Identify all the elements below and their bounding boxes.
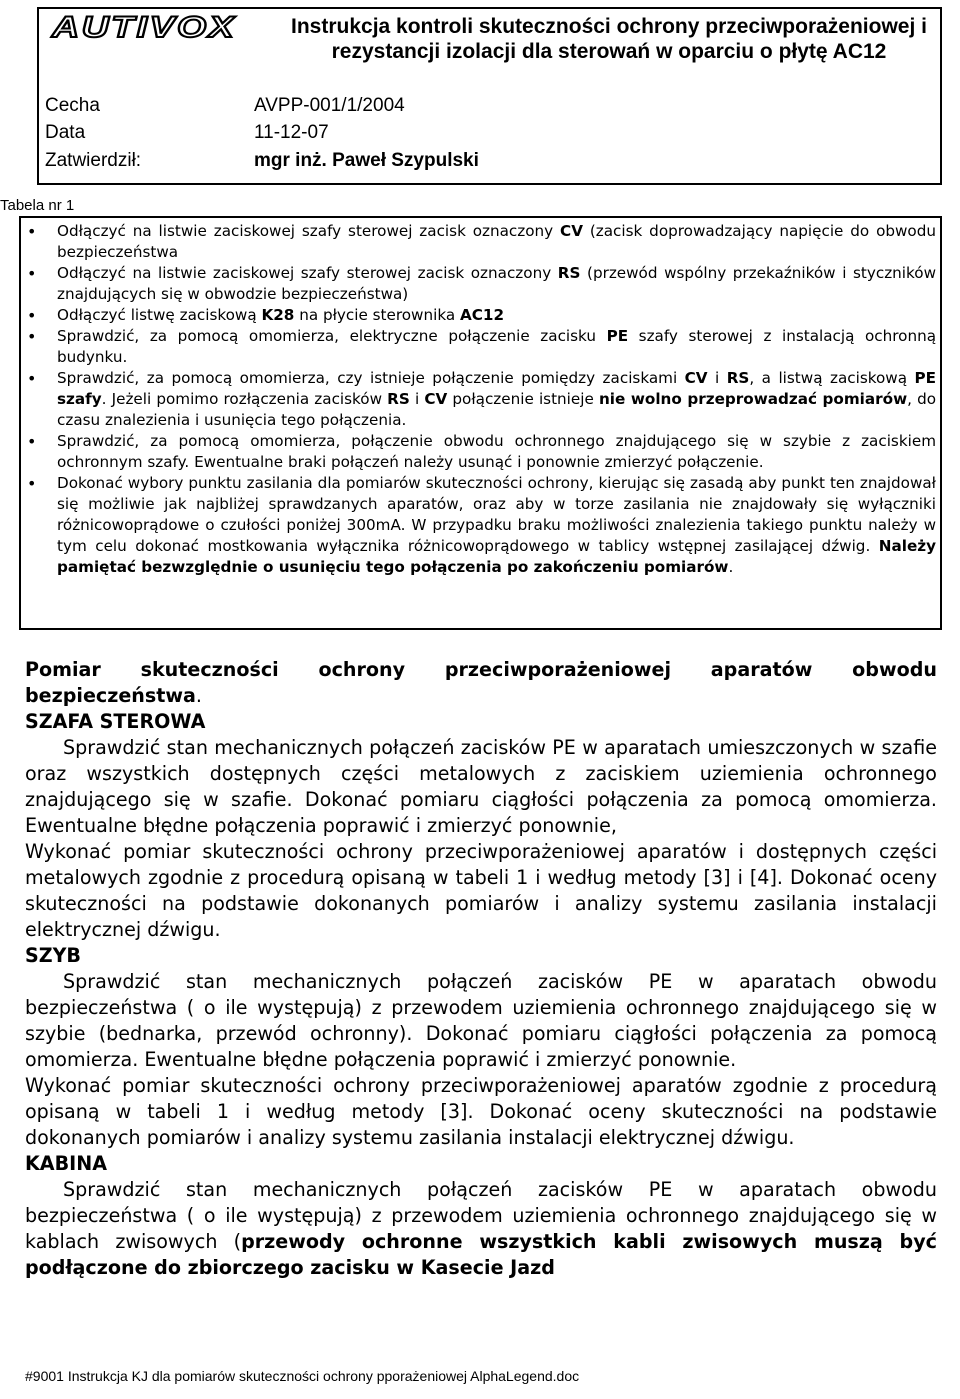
list-item: • Odłączyć na listwie zaciskowej szafy sterowej zacisk oznaczony RS (przewód wspólny przekaźników i styczników znajdujących się w obwodzie bezpieczeństwa) [21,263,940,305]
data-label: Data [45,122,86,143]
szafa-paragraph-1: Sprawdzić stan mechanicznych połączeń zacisków PE w aparatach umieszczonych w szafie oraz wszystkich dostępnych części metalowych z zaciskiem uziemienia ochronnego znajdującego się w szafie. Dokonać pomiaru ciągłości połączenia za pomocą omomierza. Ewentualne błędne połączenia poprawić i zmierzyć ponownie, [25,736,937,837]
footer-filename: #9001 Instrukcja KJ dla pomiarów skuteczności ochrony pporażeniowej AlphaLegend.doc [25,1368,580,1384]
kabina-paragraph-1: Sprawdzić stan mechanicznych połączeń zacisków PE w aparatach obwodu bezpieczeństwa ( o ile występują) z przewodem uziemienia ochronnego znajdującego się w kablach zwisowych (przewody ochronne wszystkich kabli zwisowych muszą być podłączone do zbiorczego zacisku w Kasecie Jazd [25,1178,937,1279]
data-value: 11-12-07 [254,122,329,143]
document-body [25,657,937,1281]
autivox-logo [52,13,247,43]
szyb-paragraph-2: Wykonać pomiar skuteczności ochrony przeciwporażeniowej aparatów zgodnie z procedurą opisaną w tabeli 1 i według metody [3]. Dokonać oceny skuteczności na podstawie dokonanych pomiarów i analizy systemu zasilania instalacji elektrycznej dźwigu. [25,1074,937,1149]
szafa-paragraph-2: Wykonać pomiar skuteczności ochrony przeciwporażeniowej aparatów i dostępnych części metalowych zgodnie z procedurą opisaną w tabeli 1 i według metody [3] i [4]. Dokonać oceny skuteczności na podstawie dokonanych pomiarów i analizy systemu zasilania instalacji elektrycznej dźwigu. [25,840,937,941]
list-item: • Odłączyć na listwie zaciskowej szafy sterowej zacisk oznaczony CV (zacisk doprowadzający napięcie do obwodu bezpieczeństwa [21,221,940,263]
kabina-heading: KABINA [25,1152,107,1175]
list-item: • Sprawdzić, za pomocą omomierza, połączenie obwodu ochronnego znajdującego się w szybie z zaciskiem ochronnym szafy. Ewentualne braki połączeń należy usunąć i ponownie zmierzyć połączenie. [21,431,940,473]
szyb-heading: SZYB [25,944,81,967]
cecha-value: AVPP-001/1/2004 [254,95,405,116]
zatwierdzil-label: Zatwierdził: [45,150,142,171]
document-header [37,7,942,185]
tabela-title: Tabela nr 1 [0,197,75,214]
cecha-label: Cecha [45,95,100,116]
tabela-box [19,216,942,630]
list-item: • Sprawdzić, za pomocą omomierza, elektryczne połączenie zacisku PE szafy sterowej z instalacją ochronną budynku. [21,326,940,368]
szafa-heading: SZAFA STEROWA [25,710,206,733]
szyb-paragraph-1: Sprawdzić stan mechanicznych połączeń zacisków PE w aparatach obwodu bezpieczeństwa ( o ile występują) z przewodem uziemienia ochronnego znajdującego się w szybie (bednarka, przewód ochronny). Dokonać pomiaru ciągłości połączenia za pomocą omomierza. Ewentualne błędne połączenia poprawić i zmierzyć ponownie. [25,970,937,1071]
list-item: • Dokonać wybory punktu zasilania dla pomiarów skuteczności ochrony, kierując się zasadą aby punkt ten znajdował się możliwie jak najbliżej sprawdzanych aparatów, oraz aby w torze zasilania nie znajdowały się wyłączniki różnicowoprądowe o czułości poniżej 300mA. W przypadku braku możliwości znalezienia takiego punktu należy w tym celu dokonać mostkowania wyłącznika różnicowoprądowego w tablicy wstępnej zasilającej dźwig. Należy pamiętać bezwzględnie o usunięciu tego połączenia po zakończeniu pomiarów. [21,473,940,578]
list-item: • Sprawdzić, za pomocą omomierza, czy istnieje połączenie pomiędzy zaciskami CV i RS, a listwą zaciskową PE szafy. Jeżeli pomimo rozłączenia zacisków RS i CV połączenie istnieje nie wolno przeprowadzać pomiarów, do czasu znalezienia i usunięcia tego połączenia. [21,368,940,431]
section-heading: Pomiar skuteczności ochrony przeciwporażeniowej aparatów obwodu bezpieczeństwa. [25,658,937,707]
document-title: Instrukcja kontroli skuteczności ochrony przeciwporażeniowej i rezystancji izolacji dla sterowań w oparciu o płytę AC12 [291,15,927,63]
zatwierdzil-value: mgr inż. Paweł Szypulski [254,150,479,171]
tabela-list [21,221,940,578]
logo-text: AUTIVOX [52,11,237,44]
list-item: • Odłączyć listwę zaciskową K28 na płycie sterownika AC12 [21,305,940,326]
